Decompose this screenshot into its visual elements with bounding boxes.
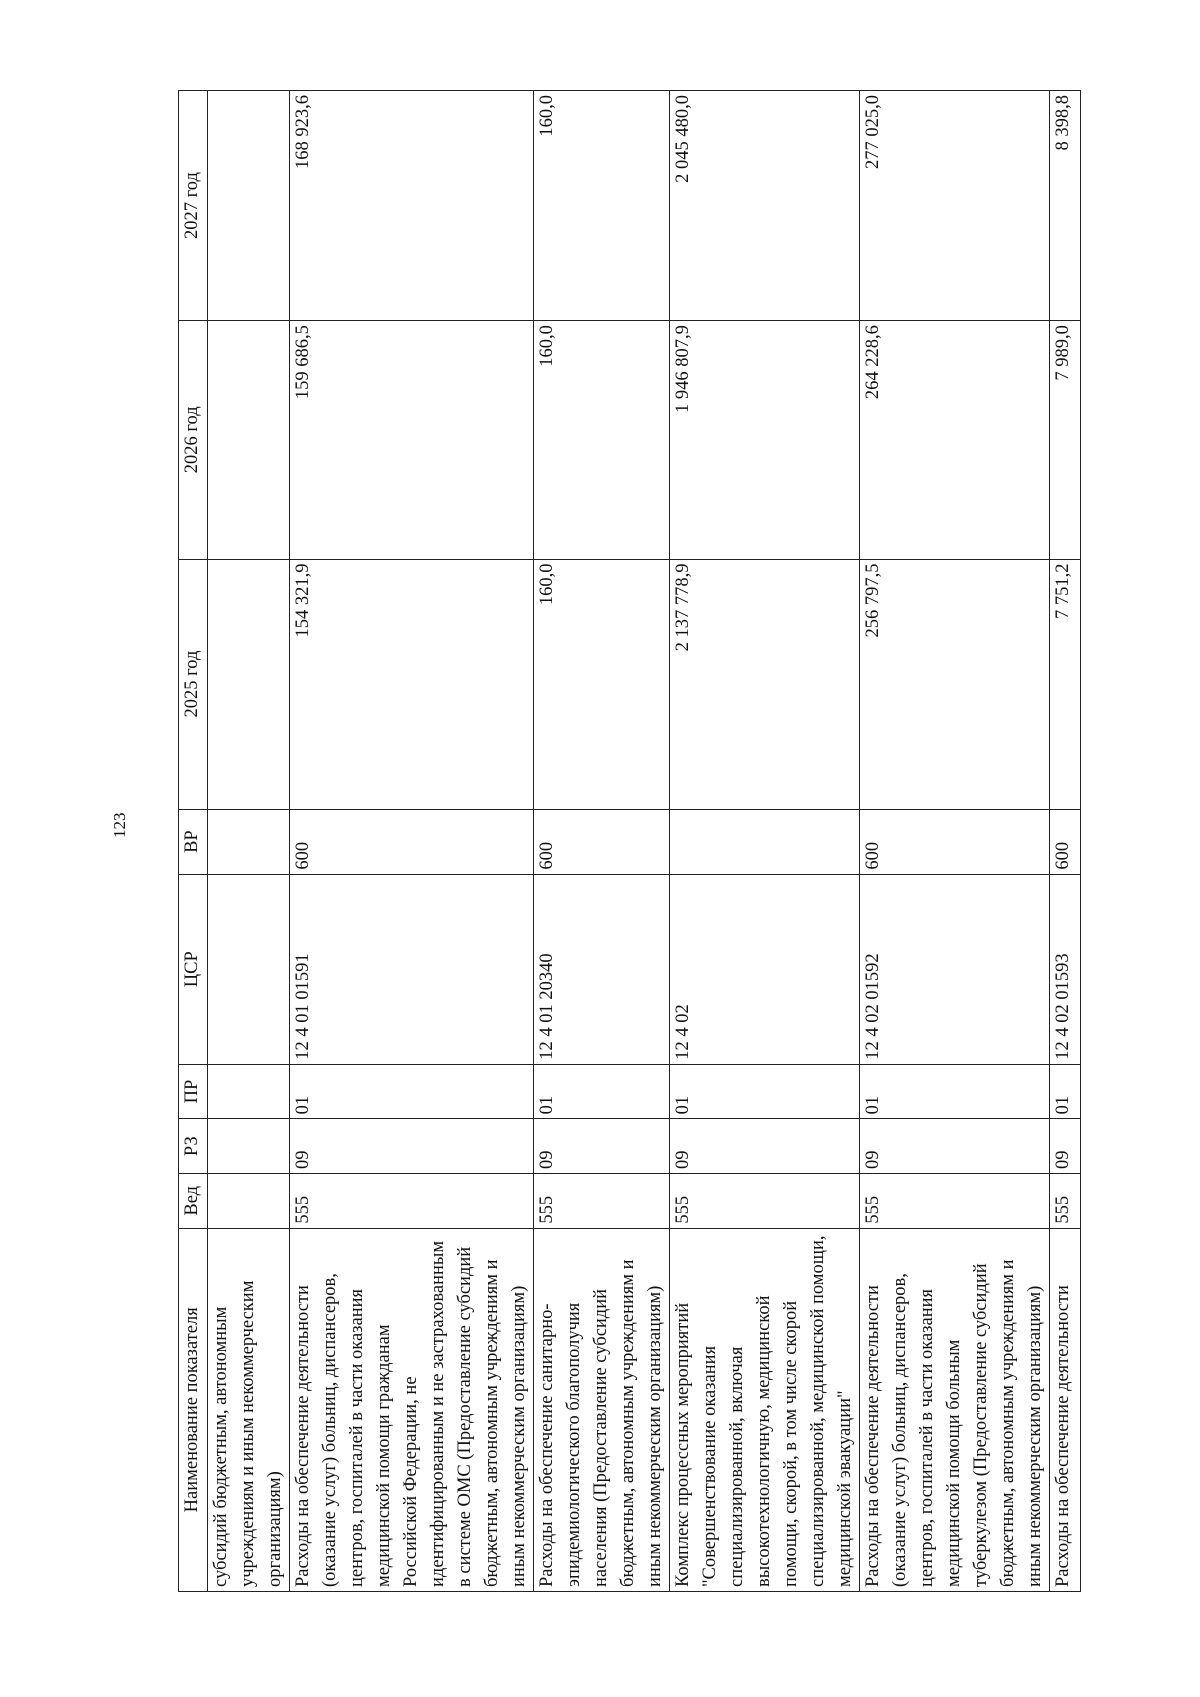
cell-csr: 12 4 01 01591 <box>290 874 534 1064</box>
cell-2025: 2 137 778,9 <box>670 559 860 809</box>
cell-ved: 555 <box>1050 1173 1081 1228</box>
cell-2025: 160,0 <box>534 559 670 809</box>
cell-name: Расходы на обеспечение санитарно-эпидемиологического благополучия населения (Предоставление субсидий бюджетным, автономным учреждениям и иным некоммерческим организациям) <box>534 1228 670 1591</box>
cell-vr: 600 <box>1050 809 1081 874</box>
cell-ved: 555 <box>290 1173 534 1228</box>
cell-ved: 555 <box>860 1173 1050 1228</box>
table-row <box>1050 91 1081 1592</box>
cell-ved: 555 <box>534 1173 670 1228</box>
cell-csr <box>208 874 290 1064</box>
cell-2025: 7 751,2 <box>1050 559 1081 809</box>
table-row <box>860 91 1050 1592</box>
rotated-table-wrapper <box>178 90 1089 1592</box>
cell-pr <box>208 1064 290 1119</box>
cell-vr: 600 <box>290 809 534 874</box>
table-row <box>670 91 860 1592</box>
cell-pr: 01 <box>290 1064 534 1119</box>
header-pr: ПР <box>179 1064 208 1119</box>
cell-rz <box>208 1119 290 1174</box>
cell-vr: 600 <box>534 809 670 874</box>
header-vr: ВР <box>179 809 208 874</box>
cell-2026 <box>208 321 290 559</box>
cell-rz: 09 <box>534 1119 670 1174</box>
cell-2027 <box>208 91 290 321</box>
cell-2025 <box>208 559 290 809</box>
cell-rz: 09 <box>670 1119 860 1174</box>
cell-name: Комплекс процессных мероприятий "Совершенствование оказания специализированной, включая высокотехнологичную, медицинской помощи, скорой, в том числе скорой специализированной, медицинской помощи, медицинской эвакуации" <box>670 1228 860 1591</box>
cell-2027: 168 923,6 <box>290 91 534 321</box>
header-2025: 2025 год <box>179 559 208 809</box>
cell-2025: 154 321,9 <box>290 559 534 809</box>
cell-2025: 256 797,5 <box>860 559 1050 809</box>
cell-rz: 09 <box>1050 1119 1081 1174</box>
header-name: Наименование показателя <box>179 1228 208 1591</box>
budget-table <box>178 90 1081 1592</box>
table-header-row <box>179 91 208 1592</box>
cell-csr: 12 4 02 01593 <box>1050 874 1081 1064</box>
cell-csr: 12 4 02 01592 <box>860 874 1050 1064</box>
cell-ved <box>208 1173 290 1228</box>
table-row <box>208 91 290 1592</box>
table-row <box>534 91 670 1592</box>
cell-vr <box>670 809 860 874</box>
cell-2027: 160,0 <box>534 91 670 321</box>
cell-rz: 09 <box>290 1119 534 1174</box>
cell-2026: 1 946 807,9 <box>670 321 860 559</box>
cell-name: Расходы на обеспечение деятельности (оказание услуг) больниц, диспансеров, центров, госпиталей в части оказания медицинской помощи больным туберкулезом (Предоставление субсидий бюджетным, автономным учреждениям и иным некоммерческим организациям) <box>860 1228 1050 1591</box>
header-ved: Вед <box>179 1173 208 1228</box>
header-2026: 2026 год <box>179 321 208 559</box>
cell-rz: 09 <box>860 1119 1050 1174</box>
table-row <box>290 91 534 1592</box>
cell-pr: 01 <box>670 1064 860 1119</box>
cell-2026: 264 228,6 <box>860 321 1050 559</box>
cell-name: Расходы на обеспечение деятельности <box>1050 1228 1081 1591</box>
cell-2026: 159 686,5 <box>290 321 534 559</box>
cell-name: субсидий бюджетным, автономным учреждениям и иным некоммерческим организациям) <box>208 1228 290 1591</box>
cell-pr: 01 <box>860 1064 1050 1119</box>
cell-2026: 7 989,0 <box>1050 321 1081 559</box>
header-2027: 2027 год <box>179 91 208 321</box>
cell-pr: 01 <box>1050 1064 1081 1119</box>
header-csr: ЦСР <box>179 874 208 1064</box>
page-number: 123 <box>110 812 129 838</box>
cell-csr: 12 4 02 <box>670 874 860 1064</box>
cell-2027: 2 045 480,0 <box>670 91 860 321</box>
cell-vr: 600 <box>860 809 1050 874</box>
cell-csr: 12 4 01 20340 <box>534 874 670 1064</box>
cell-ved: 555 <box>670 1173 860 1228</box>
cell-vr <box>208 809 290 874</box>
cell-2026: 160,0 <box>534 321 670 559</box>
cell-name: Расходы на обеспечение деятельности (оказание услуг) больниц, диспансеров, центров, госпиталей в части оказания медицинской помощи гражданам Российской Федерации, не идентифицированным и не застрахованным в системе ОМС (Предоставление субсидий бюджетным, автономным учреждениям и иным некоммерческим организациям) <box>290 1228 534 1591</box>
cell-2027: 8 398,8 <box>1050 91 1081 321</box>
header-rz: РЗ <box>179 1119 208 1174</box>
cell-pr: 01 <box>534 1064 670 1119</box>
cell-2027: 277 025,0 <box>860 91 1050 321</box>
